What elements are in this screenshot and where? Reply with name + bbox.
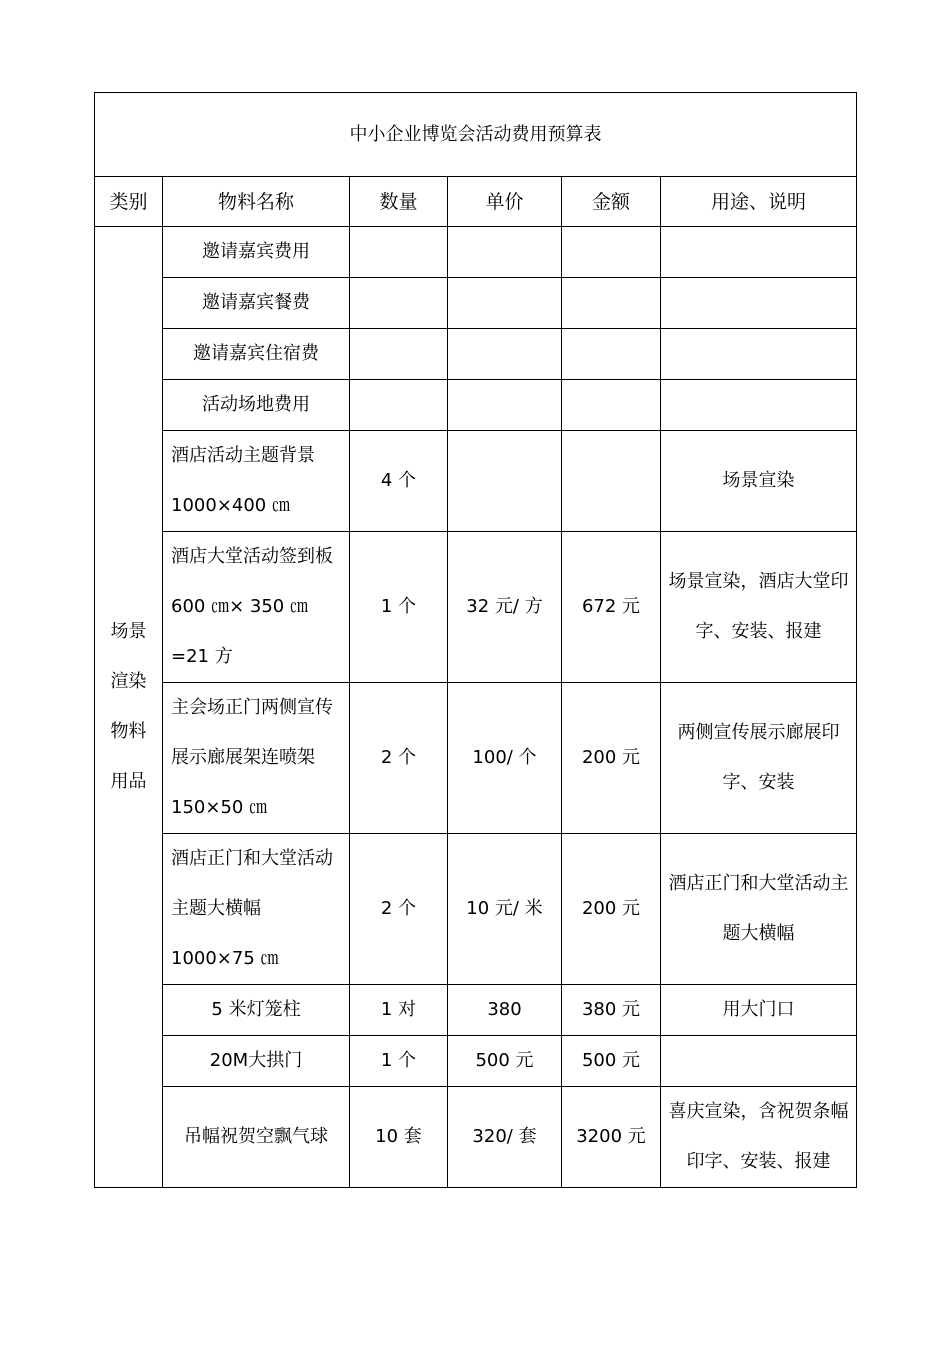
- item-note: 酒店正门和大堂活动主题大横幅: [661, 834, 857, 985]
- item-name: 邀请嘉宾费用: [163, 227, 350, 278]
- table-row: [95, 1087, 857, 1188]
- table-title: 中小企业博览会活动费用预算表: [95, 93, 857, 177]
- table-row: [95, 227, 857, 278]
- item-unit-price: 100/ 个: [448, 683, 562, 834]
- item-note: [661, 380, 857, 431]
- table-row: [95, 329, 857, 380]
- item-unit-price: [448, 227, 562, 278]
- item-amount: [562, 278, 661, 329]
- title-row: [95, 93, 857, 177]
- item-name: 活动场地费用: [163, 380, 350, 431]
- item-note: 场景宣染，酒店大堂印字、安装、报建: [661, 532, 857, 683]
- item-note: [661, 329, 857, 380]
- item-note: [661, 278, 857, 329]
- item-qty: [350, 227, 448, 278]
- item-name: 20M大拱门: [163, 1036, 350, 1087]
- item-note: 场景宣染: [661, 431, 857, 532]
- item-unit-price: 500 元: [448, 1036, 562, 1087]
- item-qty: 4 个: [350, 431, 448, 532]
- item-amount: 500 元: [562, 1036, 661, 1087]
- item-name: 邀请嘉宾餐费: [163, 278, 350, 329]
- item-unit-price: 320/ 套: [448, 1087, 562, 1188]
- table-row: [95, 431, 857, 532]
- item-unit-price: 380: [448, 985, 562, 1036]
- item-note: [661, 227, 857, 278]
- item-qty: [350, 278, 448, 329]
- table-row: [95, 985, 857, 1036]
- item-note: 喜庆宣染，含祝贺条幅印字、安装、报建: [661, 1087, 857, 1188]
- item-qty: [350, 329, 448, 380]
- header-amount: 金额: [562, 177, 661, 227]
- item-unit-price: 10 元/ 米: [448, 834, 562, 985]
- item-unit-price: [448, 431, 562, 532]
- item-qty: 1 个: [350, 1036, 448, 1087]
- table-row: [95, 683, 857, 834]
- item-note: 用大门口: [661, 985, 857, 1036]
- item-name: 酒店活动主题背景 1000×400 ㎝: [163, 431, 350, 532]
- item-name: 主会场正门两侧宣传展示廊展架连喷架 150×50 ㎝: [163, 683, 350, 834]
- item-qty: 2 个: [350, 683, 448, 834]
- item-amount: [562, 227, 661, 278]
- item-amount: 380 元: [562, 985, 661, 1036]
- item-note: [661, 1036, 857, 1087]
- item-unit-price: 32 元/ 方: [448, 532, 562, 683]
- header-category: 类别: [95, 177, 163, 227]
- header-item-name: 物料名称: [163, 177, 350, 227]
- header-row: [95, 177, 857, 227]
- item-qty: 2 个: [350, 834, 448, 985]
- table-row: [95, 834, 857, 985]
- item-amount: 200 元: [562, 834, 661, 985]
- table-row: [95, 278, 857, 329]
- item-qty: 1 对: [350, 985, 448, 1036]
- item-amount: [562, 380, 661, 431]
- table-row: [95, 380, 857, 431]
- table-row: [95, 532, 857, 683]
- item-unit-price: [448, 278, 562, 329]
- item-qty: 1 个: [350, 532, 448, 683]
- item-amount: 672 元: [562, 532, 661, 683]
- item-unit-price: [448, 380, 562, 431]
- item-amount: [562, 329, 661, 380]
- header-purpose: 用途、说明: [661, 177, 857, 227]
- item-amount: 200 元: [562, 683, 661, 834]
- item-amount: 3200 元: [562, 1087, 661, 1188]
- item-name: 吊幅祝贺空飘气球: [163, 1087, 350, 1188]
- category-cell: [95, 227, 163, 1188]
- header-quantity: 数量: [350, 177, 448, 227]
- item-name: 酒店大堂活动签到板 600 ㎝× 350 ㎝ =21 方: [163, 532, 350, 683]
- table-row: [95, 1036, 857, 1087]
- item-amount: [562, 431, 661, 532]
- item-note: 两侧宣传展示廊展印字、安装: [661, 683, 857, 834]
- header-unit-price: 单价: [448, 177, 562, 227]
- item-name: 5 米灯笼柱: [163, 985, 350, 1036]
- item-qty: [350, 380, 448, 431]
- budget-table: [94, 92, 857, 1188]
- item-name: 邀请嘉宾住宿费: [163, 329, 350, 380]
- item-name: 酒店正门和大堂活动主题大横幅 1000×75 ㎝: [163, 834, 350, 985]
- item-qty: 10 套: [350, 1087, 448, 1188]
- item-unit-price: [448, 329, 562, 380]
- category-label: 场景渲染物料用品: [110, 621, 147, 792]
